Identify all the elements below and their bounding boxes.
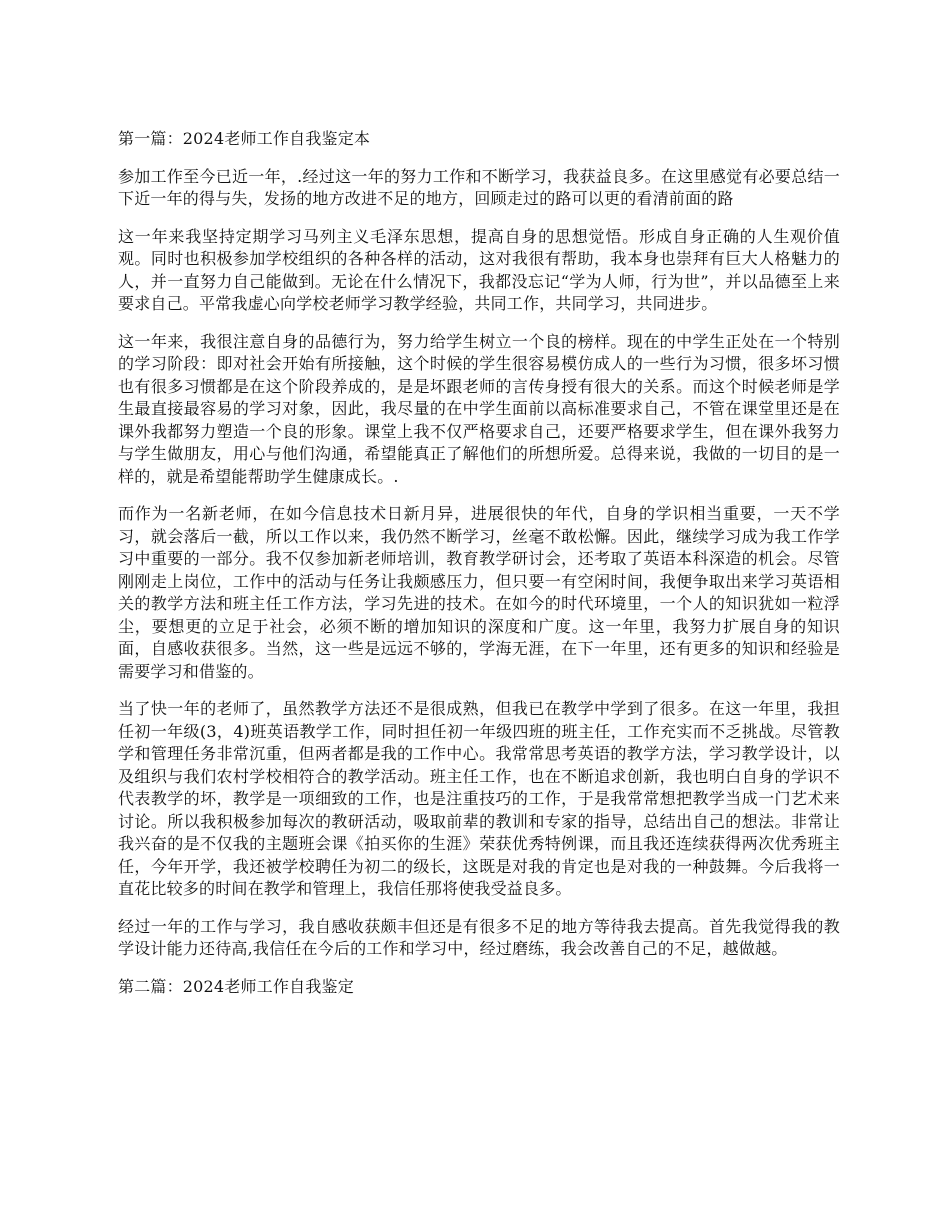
paragraph-2: 这一年来我坚持定期学习马列主义毛泽东思想，提高自身的思想觉悟。形成自身正确的人生观价值观。同时也积极参加学校组织的各种各样的活动，这对我很有帮助，我本身也崇拜有巨大人格魅力的人，并一直努力自己能做到。无论在什么情况下，我都没忘记“学为人师，行为世”，并以品德至上来要求自己。平常我虚心向学校老师学习教学经验，共同工作，共同学习，共同进步。 [118, 226, 840, 313]
paragraph-6: 经过一年的工作与学习，我自感收获颇丰但还是有很多不足的地方等待我去提高。首先我觉得我的教学设计能力还待高,我信任在今后的工作和学习中，经过磨练，我会改善自己的不足，越做越。 [118, 916, 840, 958]
paragraph-3: 这一年来，我很注意自身的品德行为，努力给学生树立一个良的榜样。现在的中学生正处在一个特别的学习阶段：即对社会开始有所接触，这个时候的学生很容易模仿成人的一些行为习惯，很多坏习惯也有很多习惯都是在这个阶段养成的，是是坏跟老师的言传身授有很大的关系。而这个时候老师是学生最直接最容易的学习对象，因此，我尽量的在中学生面前以高标准要求自己，不管在课堂里还是在课外我都努力塑造一个良的形象。课堂上我不仅严格要求自己，还要严格要求学生，但在课外我努力与学生做朋友，用心与他们沟通，希望能真正了解他们的所想所爱。总得来说，我做的一切目的是一样的，就是希望能帮助学生健康成长。. [118, 331, 840, 486]
paragraph-1: 参加工作至今已近一年，.经过这一年的努力工作和不断学习，我获益良多。在这里感觉有必要总结一下近一年的得与失，发扬的地方改进不足的地方，回顾走过的路可以更的看清前面的路 [118, 166, 840, 208]
paragraph-5: 当了快一年的老师了，虽然教学方法还不是很成熟，但我已在教学中学到了很多。在这一年里，我担任初一年级(3，4)班英语教学工作，同时担任初一年级四班的班主任，工作充实而不乏挑战。尽管教学和管理任务非常沉重，但两者都是我的工作中心。我常常思考英语的教学方法，学习教学设计，以及组织与我们农村学校相符合的教学活动。班主任工作，也在不断追求创新，我也明白自身的学识不代表教学的坏，教学是一项细致的工作，也是注重技巧的工作，于是我常常想把教学当成一门艺术来讨论。所以我积极参加每次的教研活动，吸取前辈的教训和专家的指导，总结出自己的想法。非常让我兴奋的是不仅我的主题班会课《拍买你的生涯》荣获优秀特例课，而且我还连续获得两次优秀班主任，今年开学，我还被学校聘任为初二的级长，这既是对我的肯定也是对我的一种鼓舞。今后我将一直花比较多的时间在教学和管理上，我信任那将使我受益良多。 [118, 699, 840, 898]
document-page [118, 128, 840, 1013]
section-heading-1: 第一篇：2024老师工作自我鉴定本 [118, 129, 371, 148]
paragraph-4: 而作为一名新老师，在如今信息技术日新月异，进展很快的年代，自身的学识相当重要，一天不学习，就会落后一截，所以工作以来，我仍然不断学习，丝毫不敢松懈。因此，继续学习成为我工作学习中重要的一部分。我不仅参加新老师培训，教育教学研讨会，还考取了英语本科深造的机会。尽管刚刚走上岗位，工作中的活动与任务让我颇感压力，但只要一有空闲时间，我便争取出来学习英语相关的教学方法和班主任工作方法，学习先进的技术。在如今的时代环境里，一个人的知识犹如一粒浮尘，要想更的立足于社会，必须不断的增加知识的深度和广度。这一年里，我努力扩展自身的知识面，自感收获很多。当然，这一些是远远不够的，学海无涯，在下一年里，还有更多的知识和经验是需要学习和借鉴的。 [118, 504, 840, 681]
section-heading-2: 第二篇：2024老师工作自我鉴定 [118, 976, 354, 996]
